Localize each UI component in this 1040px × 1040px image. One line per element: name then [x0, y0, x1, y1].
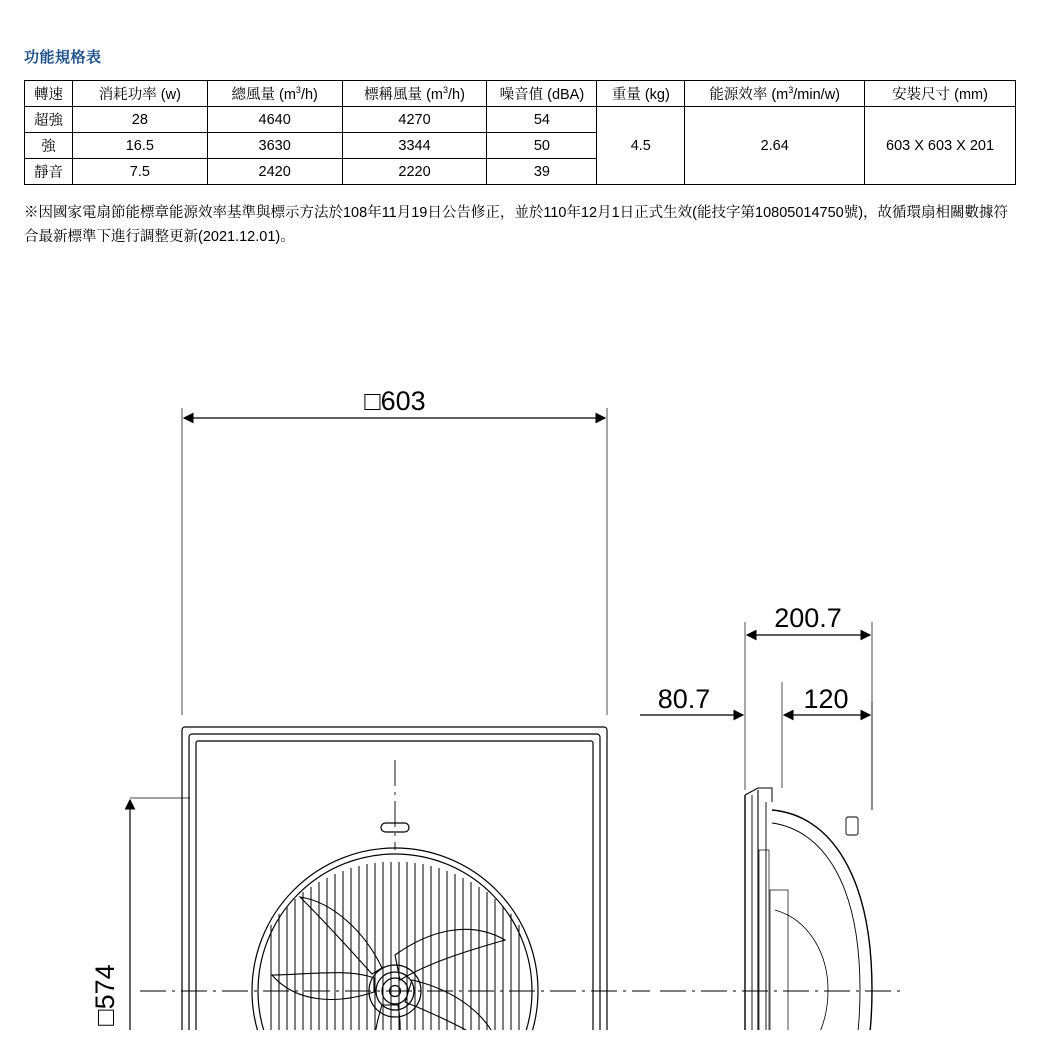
dim-text-side-left: 80.7	[657, 684, 711, 714]
cell-install-size: 603 X 603 X 201	[865, 107, 1016, 185]
dimension-drawing-svg	[0, 290, 1040, 1030]
cell-noise: 54	[487, 107, 597, 133]
front-outer-frame	[182, 727, 607, 1030]
header-efficiency: 能源效率 $(m^3/\min/w)$	[685, 81, 865, 107]
fan-blades	[272, 897, 505, 1030]
cell-total-airflow: 2420	[207, 159, 342, 185]
dim-text-front-height: □574	[90, 964, 120, 1026]
spec-table-title: 功能規格表	[24, 49, 102, 66]
dim-text-side-right: 120	[803, 684, 849, 714]
cell-speed: 超強	[25, 107, 73, 133]
technical-drawing	[0, 290, 1040, 1030]
cell-power: 28	[72, 107, 207, 133]
side-dome-detail	[775, 910, 828, 1030]
header-noise: 噪音值 (dBA)	[487, 81, 597, 107]
cell-total-airflow: 4640	[207, 107, 342, 133]
header-nominal-airflow: 標稱風量 $(m^3/h)$	[342, 81, 487, 107]
cell-speed: 強	[25, 133, 73, 159]
header-speed: 轉速	[25, 81, 73, 107]
table-row	[25, 107, 1016, 133]
dim-text-side-total: 200.7	[774, 603, 842, 633]
side-tab	[846, 817, 858, 835]
side-inner-rail	[759, 850, 769, 1030]
cell-power: 7.5	[72, 159, 207, 185]
cell-nominal-airflow: 3344	[342, 133, 487, 159]
table-header-row	[25, 81, 1016, 107]
cell-noise: 39	[487, 159, 597, 185]
header-install-size: 安裝尺寸 (mm)	[865, 81, 1016, 107]
cell-speed: 靜音	[25, 159, 73, 185]
header-total-airflow: 總風量 $(m^3/h)$	[207, 81, 342, 107]
header-power: 消耗功率 (w)	[72, 81, 207, 107]
spec-table	[24, 80, 1016, 185]
cell-efficiency: 2.64	[685, 107, 865, 185]
front-panel	[196, 741, 593, 1030]
spec-note: ※因國家電扇節能標章能源效率基準與標示方法於108年11月19日公告修正，並於110年12月1日正式生效(能技字第10805014750號)，故循環扇相關數據符合最新標準下進行調整更新(2021.12.01)。	[24, 205, 1009, 245]
cell-noise: 50	[487, 133, 597, 159]
side-dome-inner	[772, 823, 860, 1030]
cell-nominal-airflow: 4270	[342, 107, 487, 133]
side-dome-outline	[772, 810, 872, 1030]
cell-nominal-airflow: 2220	[342, 159, 487, 185]
dim-text-front-width: □603	[364, 386, 426, 416]
cell-power: 16.5	[72, 133, 207, 159]
cell-total-airflow: 3630	[207, 133, 342, 159]
cell-weight: 4.5	[597, 107, 685, 185]
header-weight: 重量 (kg)	[597, 81, 685, 107]
